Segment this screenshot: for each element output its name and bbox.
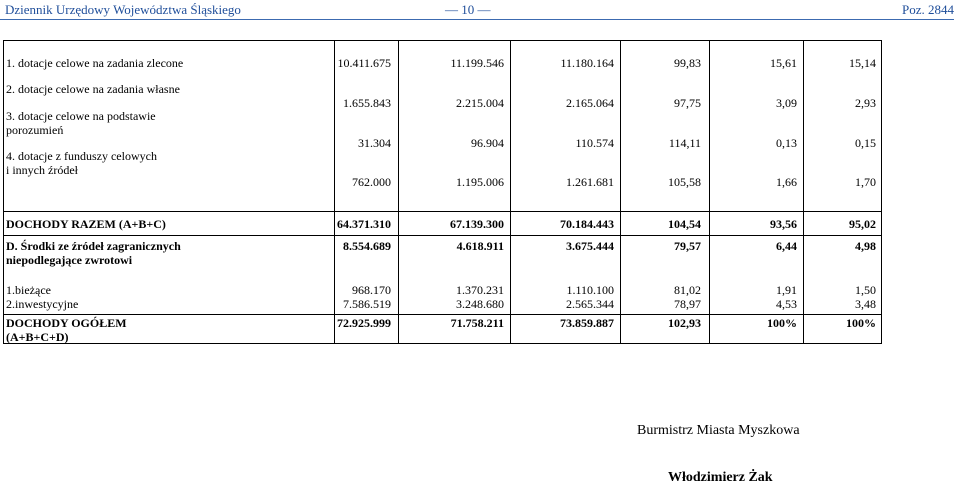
- table-border-right: [881, 40, 882, 344]
- cell-value: 3.675.444: [566, 239, 614, 253]
- cell-value: 105,58: [668, 175, 701, 189]
- signature-role: Burmistrz Miasta Myszkowa: [637, 423, 800, 438]
- row-divider: [3, 314, 882, 315]
- cell-value: 0,15: [855, 136, 876, 150]
- cell-value: 102,93: [668, 316, 701, 330]
- grand-total-label: (A+B+C+D): [6, 330, 69, 344]
- row-label: niepodlegające zwrotowi: [6, 253, 133, 267]
- cell-value: 1,70: [855, 175, 876, 189]
- cell-value: 3,09: [776, 96, 797, 110]
- cell-value: 15,61: [770, 56, 797, 70]
- cell-value: 110.574: [575, 136, 614, 150]
- page-header: [0, 0, 960, 22]
- cell-value: 11.180.164: [560, 56, 614, 70]
- cell-value: 2.565.344: [566, 297, 614, 311]
- cell-value: 78,97: [674, 297, 701, 311]
- cell-value: 81,02: [674, 283, 701, 297]
- cell-value: 3,48: [855, 297, 876, 311]
- row-label: 2.inwestycyjne: [6, 297, 79, 311]
- grand-total-label: DOCHODY OGÓŁEM: [6, 316, 127, 330]
- column-divider: [334, 40, 335, 344]
- cell-value: 100%: [846, 316, 876, 330]
- page-number: — 10 —: [445, 2, 491, 17]
- row-label: 3. dotacje celowe na podstawie: [6, 109, 156, 123]
- cell-value: 1,50: [855, 283, 876, 297]
- column-divider: [620, 40, 621, 344]
- row-label: 1.bieżące: [6, 283, 51, 297]
- cell-value: 4,53: [776, 297, 797, 311]
- cell-value: 96.904: [471, 136, 504, 150]
- cell-value: 99,83: [674, 56, 701, 70]
- cell-value: 7.586.519: [343, 297, 391, 311]
- cell-value: 1.370.231: [456, 283, 504, 297]
- cell-value: 2,93: [855, 96, 876, 110]
- total-label: DOCHODY RAZEM (A+B+C): [6, 217, 166, 231]
- row-label: i innych źródeł: [6, 163, 78, 177]
- cell-value: 1.195.006: [456, 175, 504, 189]
- row-label: 4. dotacje z funduszy celowych: [6, 149, 157, 163]
- row-label: 1. dotacje celowe na zadania zlecone: [6, 56, 184, 70]
- position-number: Poz. 2844: [902, 2, 954, 17]
- column-divider: [398, 40, 399, 344]
- row-divider: [3, 235, 882, 236]
- row-label: 2. dotacje celowe na zadania własne: [6, 82, 180, 96]
- cell-value: 1,66: [776, 175, 797, 189]
- column-divider: [709, 40, 710, 344]
- journal-title: Dziennik Urzędowy Województwa Śląskiego: [5, 2, 241, 17]
- cell-value: 93,56: [770, 217, 797, 231]
- table-border-left: [3, 40, 4, 344]
- column-divider: [803, 40, 804, 344]
- cell-value: 3.248.680: [456, 297, 504, 311]
- cell-value: 15,14: [849, 56, 876, 70]
- cell-value: 1.655.843: [343, 96, 391, 110]
- cell-value: 1,91: [776, 283, 797, 297]
- cell-value: 79,57: [674, 239, 701, 253]
- row-label: D. Środki ze źródeł zagranicznych: [6, 239, 181, 253]
- cell-value: 104,54: [668, 217, 701, 231]
- row-divider: [3, 211, 882, 212]
- table-border-bottom: [3, 343, 882, 344]
- cell-value: 1.110.100: [566, 283, 614, 297]
- cell-value: 95,02: [849, 217, 876, 231]
- cell-value: 72.925.999: [337, 316, 391, 330]
- cell-value: 2.165.064: [566, 96, 614, 110]
- cell-value: 1.261.681: [566, 175, 614, 189]
- cell-value: 64.371.310: [337, 217, 391, 231]
- cell-value: 968.170: [352, 283, 391, 297]
- cell-value: 8.554.689: [343, 239, 391, 253]
- cell-value: 67.139.300: [450, 217, 504, 231]
- cell-value: 4.618.911: [456, 239, 504, 253]
- cell-value: 114,11: [668, 136, 701, 150]
- column-divider: [510, 40, 511, 344]
- cell-value: 73.859.887: [560, 316, 614, 330]
- cell-value: 4,98: [855, 239, 876, 253]
- cell-value: 71.758.211: [450, 316, 504, 330]
- cell-value: 6,44: [776, 239, 797, 253]
- cell-value: 97,75: [674, 96, 701, 110]
- cell-value: 70.184.443: [560, 217, 614, 231]
- cell-value: 2.215.004: [456, 96, 504, 110]
- cell-value: 31.304: [358, 136, 391, 150]
- header-rule: [0, 19, 954, 20]
- row-label: porozumień: [6, 123, 64, 137]
- cell-value: 762.000: [352, 175, 391, 189]
- cell-value: 10.411.675: [337, 56, 391, 70]
- signature-name: Włodzimierz Żak: [668, 470, 773, 485]
- cell-value: 100%: [767, 316, 797, 330]
- cell-value: 11.199.546: [450, 56, 504, 70]
- table-border-top: [3, 40, 882, 41]
- budget-table: [3, 40, 882, 344]
- cell-value: 0,13: [776, 136, 797, 150]
